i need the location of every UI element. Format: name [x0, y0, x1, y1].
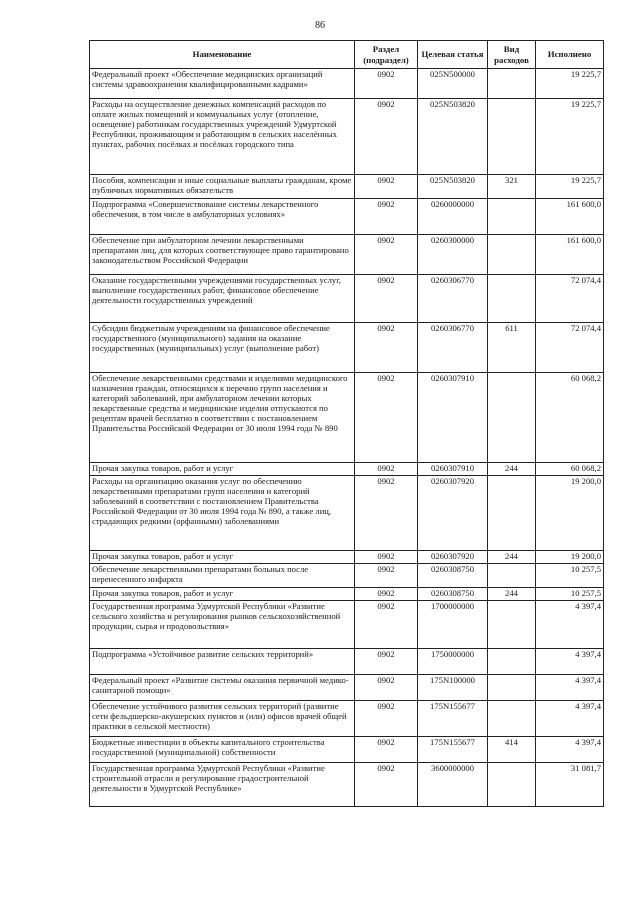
table-row [90, 463, 604, 476]
row-amount: 72 074,4 [536, 275, 604, 323]
row-name: Субсидии бюджетным учреждениям на финансовое обеспечение государственного (муниципального) задания на оказание государственных (муниципальных) услуг (выполнение работ) [90, 323, 355, 373]
row-section: 0902 [355, 373, 418, 463]
row-kind: 321 [488, 175, 536, 199]
row-kind [488, 700, 536, 736]
row-article: 0260308750 [418, 563, 488, 587]
row-name: Обеспечение устойчивого развития сельских территорий (развитие сети фельдшерско-акушерских пунктов и (или) офисов врачей общей практики в сельской местности) [90, 700, 355, 736]
row-section: 0902 [355, 587, 418, 600]
row-section: 0902 [355, 323, 418, 373]
table-row [90, 700, 604, 736]
row-section: 0902 [355, 235, 418, 275]
row-article: 1750000000 [418, 648, 488, 674]
row-article: 025N503820 [418, 99, 488, 175]
row-section: 0902 [355, 700, 418, 736]
table-row [90, 475, 604, 550]
row-name: Расходы на осуществление денежных компенсаций расходов по оплате жилых помещений и коммунальных услуг (отопление, освещение) работникам государственных учреждений Удмуртской Республики, проживающим и работающим в сельских населённых пунктах, рабочих посёлках и посёлках городского типа [90, 99, 355, 175]
row-name: Подпрограмма «Совершенствование системы лекарственного обеспечения, в том числе в амбулаторных условиях» [90, 199, 355, 235]
row-article: 0260306770 [418, 275, 488, 323]
table-row [90, 275, 604, 323]
row-name: Обеспечение лекарственными средствами и изделиями медицинского назначения граждан, относящихся к перечню групп населения и категорий заболеваний, при амбулаторном лечении которых лекарственные средства и медицинские изделия отпускаются по рецептам врачей бесплатно в соответствии с постановлением Правительства Российской Федерации от 30 июля 1994 года № 890 [90, 373, 355, 463]
row-article: 3600000000 [418, 762, 488, 806]
table-row [90, 69, 604, 99]
row-section: 0902 [355, 99, 418, 175]
row-amount: 4 397,4 [536, 674, 604, 700]
row-amount: 72 074,4 [536, 323, 604, 373]
row-kind [488, 762, 536, 806]
header-amount: Исполнено [536, 41, 604, 69]
row-article: 0260307910 [418, 463, 488, 476]
row-name: Федеральный проект «Развитие системы оказания первичной медико-санитарной помощи» [90, 674, 355, 700]
row-article: 0260306770 [418, 323, 488, 373]
row-kind [488, 99, 536, 175]
header-name: Наименование [90, 41, 355, 69]
row-amount: 31 081,7 [536, 762, 604, 806]
row-amount: 10 257,5 [536, 563, 604, 587]
row-kind [488, 69, 536, 99]
page-number: 86 [315, 20, 325, 31]
row-amount: 161 600,0 [536, 235, 604, 275]
row-article: 0260307920 [418, 475, 488, 550]
row-amount: 19 225,7 [536, 99, 604, 175]
row-name: Обеспечение при амбулаторном лечении лекарственными препаратами лиц, для которых соответствующее право гарантировано законодательством Российской Федерации [90, 235, 355, 275]
row-amount: 10 257,5 [536, 587, 604, 600]
row-kind [488, 600, 536, 648]
row-amount: 19 225,7 [536, 69, 604, 99]
table-row [90, 674, 604, 700]
table-row [90, 323, 604, 373]
row-kind: 244 [488, 463, 536, 476]
table-row [90, 736, 604, 762]
row-amount: 4 397,4 [536, 700, 604, 736]
row-kind [488, 475, 536, 550]
row-name: Подпрограмма «Устойчивое развитие сельских территорий» [90, 648, 355, 674]
table-row [90, 587, 604, 600]
row-article: 175N100000 [418, 674, 488, 700]
table-row [90, 648, 604, 674]
table-row [90, 99, 604, 175]
row-name: Расходы на организацию оказания услуг по обеспечению лекарственными препаратами групп населения и категорий заболеваний в соответствии с постановлением Правительства Российской Федерации от 30 июля 1994 года № 890, а также лиц, страдающих редкими (орфанными) заболеваниями [90, 475, 355, 550]
row-article: 0260000000 [418, 199, 488, 235]
row-name: Прочая закупка товаров, работ и услуг [90, 463, 355, 476]
row-section: 0902 [355, 550, 418, 563]
row-section: 0902 [355, 600, 418, 648]
row-name: Федеральный проект «Обеспечение медицинских организаций системы здравоохранения квалифицированными кадрами» [90, 69, 355, 99]
row-section: 0902 [355, 674, 418, 700]
table-header-row [90, 41, 604, 69]
row-section: 0902 [355, 736, 418, 762]
row-article: 0260307910 [418, 373, 488, 463]
row-kind [488, 373, 536, 463]
table-row [90, 199, 604, 235]
row-name: Обеспечение лекарственными препаратами больных после перенесенного инфаркта [90, 563, 355, 587]
row-section: 0902 [355, 563, 418, 587]
row-amount: 4 397,4 [536, 736, 604, 762]
row-article: 175N155677 [418, 700, 488, 736]
row-amount: 4 397,4 [536, 648, 604, 674]
row-section: 0902 [355, 475, 418, 550]
row-name: Бюджетные инвестиции в объекты капитального строительства государственной (муниципальной) собственности [90, 736, 355, 762]
table-row [90, 235, 604, 275]
table-row [90, 373, 604, 463]
table-row [90, 762, 604, 806]
row-kind: 244 [488, 550, 536, 563]
row-kind [488, 275, 536, 323]
row-name: Прочая закупка товаров, работ и услуг [90, 587, 355, 600]
row-article: 0260307920 [418, 550, 488, 563]
row-section: 0902 [355, 175, 418, 199]
row-kind [488, 648, 536, 674]
row-amount: 19 225,7 [536, 175, 604, 199]
row-kind [488, 235, 536, 275]
row-section: 0902 [355, 762, 418, 806]
row-name: Государственная программа Удмуртской Республики «Развитие строительной отрасли и регулирование градостроительной деятельности в Удмуртской Республике» [90, 762, 355, 806]
row-kind: 244 [488, 587, 536, 600]
table-row [90, 175, 604, 199]
row-amount: 19 200,0 [536, 475, 604, 550]
table-row [90, 550, 604, 563]
budget-execution-table [89, 40, 604, 807]
row-article: 0260308750 [418, 587, 488, 600]
row-kind [488, 674, 536, 700]
row-amount: 60 068,2 [536, 463, 604, 476]
row-section: 0902 [355, 199, 418, 235]
header-article: Целевая статья [418, 41, 488, 69]
row-article: 175N155677 [418, 736, 488, 762]
row-section: 0902 [355, 648, 418, 674]
row-article: 025N503820 [418, 175, 488, 199]
row-article: 1700000000 [418, 600, 488, 648]
row-amount: 60 068,2 [536, 373, 604, 463]
row-article: 025N500000 [418, 69, 488, 99]
row-name: Государственная программа Удмуртской Республики «Развитие сельского хозяйства и регулирования рынков сельскохозяйственной продукции, сырья и продовольствия» [90, 600, 355, 648]
row-kind: 414 [488, 736, 536, 762]
row-kind: 611 [488, 323, 536, 373]
row-amount: 19 200,0 [536, 550, 604, 563]
header-kind: Вид расходов [488, 41, 536, 69]
row-section: 0902 [355, 463, 418, 476]
row-amount: 4 397,4 [536, 600, 604, 648]
row-kind [488, 563, 536, 587]
row-section: 0902 [355, 69, 418, 99]
row-kind [488, 199, 536, 235]
row-article: 0260300000 [418, 235, 488, 275]
row-name: Прочая закупка товаров, работ и услуг [90, 550, 355, 563]
header-section: Раздел (подраздел) [355, 41, 418, 69]
row-section: 0902 [355, 275, 418, 323]
row-name: Пособия, компенсации и иные социальные выплаты гражданам, кроме публичных нормативных обязательств [90, 175, 355, 199]
row-name: Оказание государственными учреждениями государственных услуг, выполнение государственных работ, финансовое обеспечение деятельности государственных учреждений [90, 275, 355, 323]
table-row [90, 600, 604, 648]
table-row [90, 563, 604, 587]
row-amount: 161 600,0 [536, 199, 604, 235]
